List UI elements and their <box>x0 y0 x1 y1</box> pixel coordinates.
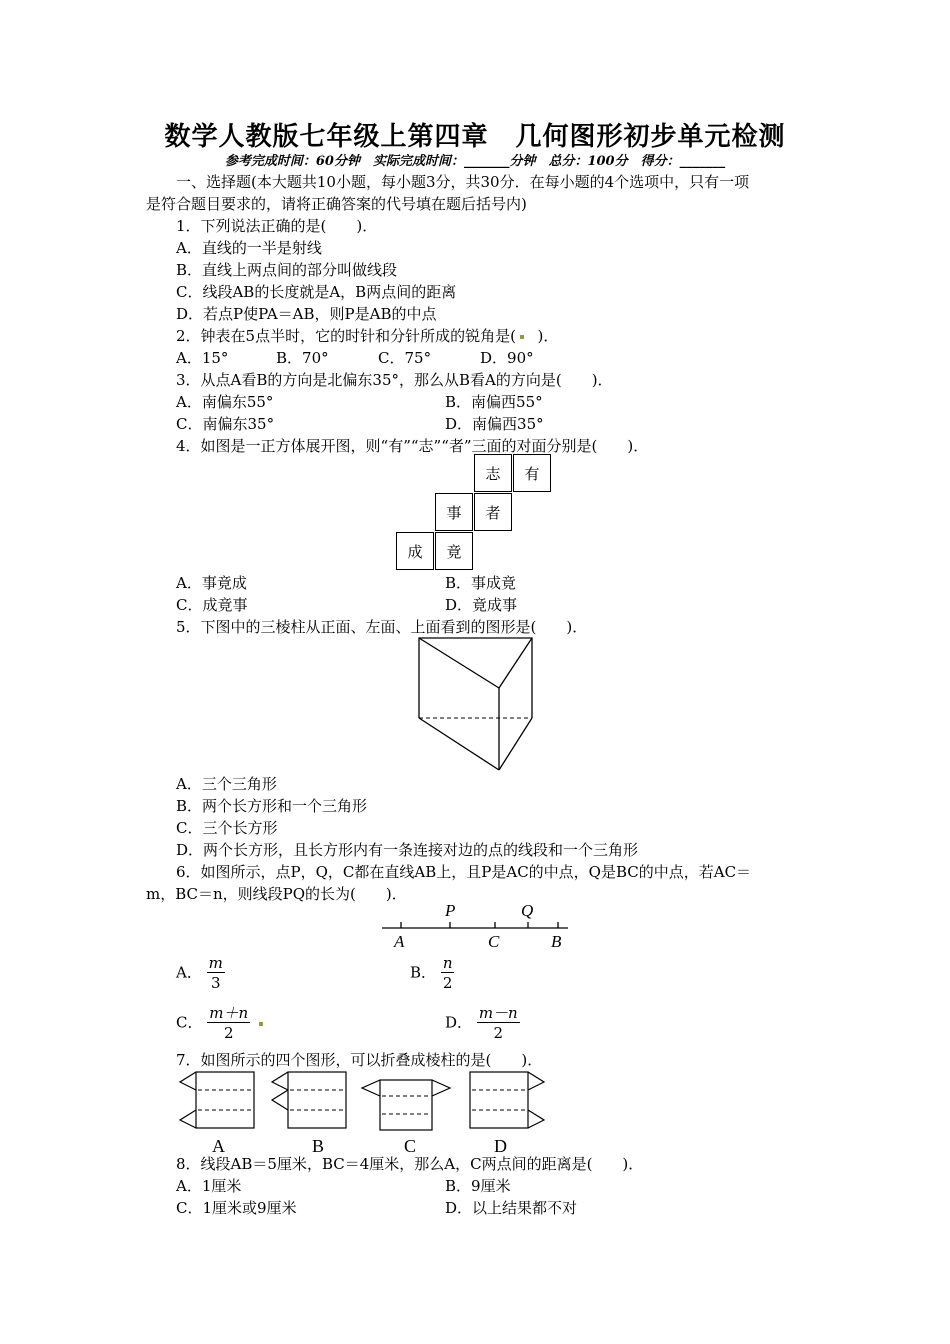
q4-option-c: C．成竟事 <box>176 596 248 614</box>
q4-option-b: B．事成竟 <box>445 574 517 592</box>
net-cell-you: 有 <box>513 454 551 492</box>
q6-option-c-fraction <box>207 1004 250 1043</box>
q6-option-c <box>176 1004 267 1043</box>
net-cell-zhe: 者 <box>474 493 512 531</box>
prism-nets-figure <box>176 1068 556 1156</box>
label-q: Q <box>521 901 534 920</box>
net-cell-cheng: 成 <box>396 532 434 570</box>
mark-dot-icon <box>259 1022 263 1026</box>
label-a: A <box>394 932 405 950</box>
q6-stem-line1: 6．如图所示，点P，Q，C都在直线AB上，且P是AC的中点，Q是BC的中点，若AC＝ <box>176 863 752 881</box>
frac-denominator: 2 <box>223 1024 234 1042</box>
number-line-figure <box>378 898 572 950</box>
q4-option-a: A．事竟成 <box>176 574 247 592</box>
q5-stem: 5．下图中的三棱柱从正面、左面、上面看到的图形是( )． <box>176 618 588 636</box>
q8-option-b: B．9厘米 <box>445 1177 511 1195</box>
label-p: P <box>445 901 456 920</box>
q2-stem-pre: 2．钟表在5点半时，它的时针和分针所成的锐角是( <box>176 327 516 345</box>
q6-option-b-fraction <box>441 954 455 993</box>
net-label-d: D <box>494 1136 507 1156</box>
q6-option-b-label: B． <box>410 963 437 982</box>
frac-numerator: m <box>208 954 223 972</box>
q6-option-c-label: C． <box>176 1013 203 1032</box>
q1-option-d: D．若点P使PA＝AB，则P是AB的中点 <box>176 305 437 323</box>
q3-option-b: B．南偏西55° <box>445 393 543 411</box>
q6-option-b <box>410 954 454 993</box>
q6-option-d-label: D． <box>445 1013 473 1032</box>
q5-option-a: A．三个三角形 <box>176 775 277 793</box>
net-cell-shi: 事 <box>435 493 473 531</box>
page-subtitle: 参考完成时间：60分钟 实际完成时间：_______分钟 总分：100分 得分：_______ <box>224 154 726 169</box>
frac-denominator: 2 <box>442 974 453 992</box>
q6-option-a-label: A． <box>176 963 202 982</box>
frac-denominator: 2 <box>493 1024 504 1042</box>
q6-option-a-fraction <box>207 954 225 993</box>
net-option-c <box>362 1080 450 1156</box>
net-option-a <box>180 1072 254 1156</box>
q2-option-b: B．70° <box>276 349 329 367</box>
q2-option-a: A．15° <box>176 349 229 367</box>
q1-stem: 1．下列说法正确的是( )． <box>176 217 378 235</box>
section-heading-line1: 一、选择题(本大题共10小题，每小题3分，共30分．在每小题的4个选项中，只有一项 <box>176 173 750 191</box>
q8-option-a: A．1厘米 <box>176 1177 242 1195</box>
label-c: C <box>488 932 500 950</box>
q8-option-d: D．以上结果都不对 <box>445 1199 578 1217</box>
q2-option-c: C．75° <box>378 349 432 367</box>
net-label-a: A <box>212 1136 225 1156</box>
frac-numerator: m＋n <box>209 1004 249 1022</box>
q2-stem <box>176 326 558 346</box>
q5-option-d: D．两个长方形，且长方形内有一条连接对边的点的线段和一个三角形 <box>176 841 639 859</box>
q6-option-d-fraction <box>477 1004 520 1043</box>
net-cell-jing: 竟 <box>435 532 473 570</box>
net-cell-zhi: 志 <box>474 454 512 492</box>
q7-stem: 7．如图所示的四个图形，可以折叠成棱柱的是( )． <box>176 1051 543 1069</box>
q1-option-a: A．直线的一半是射线 <box>176 239 322 257</box>
net-label-b: B <box>312 1136 325 1156</box>
mark-dot-icon <box>520 335 524 339</box>
frac-numerator: m－n <box>478 1004 518 1022</box>
q1-option-b: B．直线上两点间的部分叫做线段 <box>176 261 398 279</box>
q6-option-a <box>176 954 225 993</box>
net-option-d <box>470 1072 544 1156</box>
q4-stem: 4．如图是一正方体展开图，则“有”“志”“者”三面的对面分别是( )． <box>176 437 649 455</box>
label-b: B <box>551 932 562 950</box>
q2-option-d: D．90° <box>480 349 534 367</box>
q5-option-c: C．三个长方形 <box>176 819 278 837</box>
triangular-prism-figure <box>414 636 538 774</box>
q3-stem: 3．从点A看B的方向是北偏东35°，那么从B看A的方向是( )． <box>176 371 613 389</box>
q1-option-c: C．线段AB的长度就是A，B两点间的距离 <box>176 283 457 301</box>
q8-stem: 8．线段AB＝5厘米，BC＝4厘米，那么A，C两点间的距离是( )． <box>176 1155 644 1173</box>
q4-option-d: D．竟成事 <box>445 596 518 614</box>
q3-option-d: D．南偏西35° <box>445 415 544 433</box>
q6-option-d <box>445 1004 520 1043</box>
q2-stem-post: )． <box>537 327 559 345</box>
section-heading-line2: 是符合题目要求的，请将正确答案的代号填在题后括号内) <box>146 195 527 213</box>
q6-stem-line2: m，BC＝n，则线段PQ的长为( )． <box>146 885 407 903</box>
q8-option-c: C．1厘米或9厘米 <box>176 1199 297 1217</box>
page-title: 数学人教版七年级上第四章 几何图形初步单元检测 <box>164 122 786 152</box>
q3-option-c: C．南偏东35° <box>176 415 275 433</box>
net-label-c: C <box>404 1136 417 1156</box>
q5-option-b: B．两个长方形和一个三角形 <box>176 797 368 815</box>
net-option-b <box>272 1072 346 1156</box>
frac-denominator: 3 <box>210 974 221 992</box>
q3-option-a: A．南偏东55° <box>176 393 274 411</box>
cube-net-figure <box>396 454 556 570</box>
frac-numerator: n <box>442 954 453 972</box>
